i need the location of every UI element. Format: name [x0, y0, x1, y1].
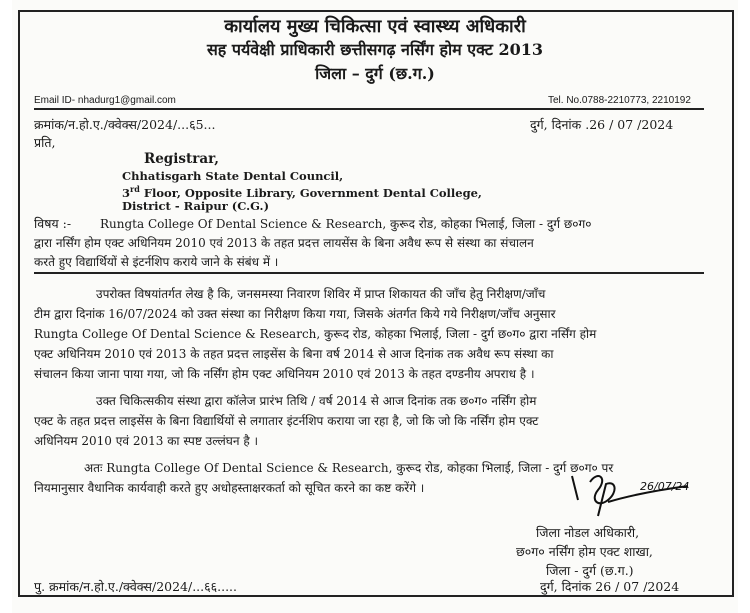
recipient-address-1: Chhatisgarh State Dental Council, — [122, 169, 344, 183]
subject-line-3: करते हुए विद्यार्थियों से इंटर्नशिप कराये जाने के संबंध में । — [34, 255, 279, 269]
para1-line-3: Rungta College Of Dental Science & Research, कुरूद रोड, कोहका भिलाई, जिला - दुर्ग छ०ग० द्वारा नर्सिंग होम — [34, 327, 597, 341]
para3-line-1: अतः Rungta College Of Dental Science & Research, कुरूद रोड, कोहका भिलाई, जिला - दुर्ग छ०ग० पर — [84, 461, 614, 475]
telephone: Tel. No.0788-2210773, 2210192 — [548, 95, 691, 106]
para1-line-4: एक्ट अधिनियम 2010 एवं 2013 के तहत प्रदत्त लाइसेंस के बिना वर्ष 2014 से आज दिनांक तक अवैध रूप संस्था का — [34, 347, 554, 361]
para2-line-3: अधिनियम 2010 एवं 2013 का स्पष्ट उल्लंघन है । — [34, 434, 259, 448]
para2-line-1: उक्त चिकित्सकीय संस्था द्वारा कॉलेज प्रारंभ तिथि / वर्ष 2014 से आज दिनांक तक छ०ग० नर्सिंग होम — [96, 394, 537, 408]
floor-number: 3 — [122, 185, 131, 200]
handwritten-signature — [568, 470, 708, 520]
signatory-title-2: छ०ग० नर्सिंग होम एक्ट शाखा, — [516, 544, 653, 559]
signatory-title-1: जिला नोडल अधिकारी, — [536, 525, 640, 540]
office-subtitle: सह पर्यवेक्षी प्राधिकारी छत्तीसगढ़ नर्सिंग होम एक्ट 2013 — [206, 40, 543, 59]
recipient-address-3: District - Raipur (C.G.) — [122, 199, 270, 213]
subject-line-2: द्वारा नर्सिंग होम एक्ट अधिनियम 2010 एवं 2013 के तहत प्रदत्त लायसेंस के बिना अवैध रूप से संस्था का संचालन — [34, 236, 534, 250]
para3-line-2: नियमानुसार वैधानिक कार्यवाही करते हुए अधोहस्ताक्षरकर्ता को सूचित करने का कष्ट करेंगे । — [34, 481, 425, 495]
subject-label: विषय :- — [34, 216, 72, 231]
office-title: कार्यालय मुख्य चिकित्सा एवं स्वास्थ्य अधिकारी — [224, 16, 526, 37]
signatory-title-3: जिला - दुर्ग (छ.ग.) — [546, 563, 634, 578]
para1-line-1: उपरोक्त विषयांतर्गत लेख है कि, जनसमस्या निवारण शिविर में प्राप्त शिकायत की जाँच हेतु निरीक्षण/जाँच — [96, 287, 546, 301]
recipient-name: Registrar, — [144, 151, 219, 167]
address-text: Floor, Opposite Library, Government Dental College, — [139, 185, 482, 200]
reference-date: दुर्ग, दिनांक .26 / 07 /2024 — [530, 117, 674, 132]
subject-rule — [34, 272, 704, 274]
header-rule — [34, 108, 704, 110]
prati-label: प्रति, — [34, 135, 56, 150]
reference-number: क्रमांक/न.हो.ए./क्वेक्स/2024/...६5... — [34, 117, 216, 132]
endorsement-date: दुर्ग, दिनांक 26 / 07 /2024 — [540, 579, 680, 594]
endorsement-number: पु. क्रमांक/न.हो.ए./क्वेक्स/2024/...६६..... — [34, 579, 237, 594]
district-title: जिला – दुर्ग (छ.ग.) — [315, 64, 435, 83]
para2-line-2: एक्ट के तहत प्रदत्त लाइसेंस के बिना विद्यार्थियों से लगातार इंटर्नशिप कराया जा रहा है, जो कि जो कि नर्सिंग होम एक्ट — [34, 414, 539, 428]
subject-line-1: Rungta College Of Dental Science & Research, कुरूद रोड, कोहका भिलाई, जिला - दुर्ग छ०ग० — [100, 217, 592, 231]
para1-line-2: टीम द्वारा दिनांक 16/07/2024 को उक्त संस्था का निरीक्षण किया गया, जिसके अंतर्गत किये गये निरीक्षण/जाँच अनुसार — [34, 307, 556, 321]
signature-date: 26/07/24 — [640, 480, 690, 493]
para1-line-5: संचालन किया जाना पाया गया, जो कि नर्सिंग होम एक्ट अधिनियम 2010 एवं 2013 के तहत दण्डनीय अपराध है । — [34, 367, 535, 381]
recipient-address-2 — [122, 184, 482, 200]
email-id: Email ID- nhadurg1@gmail.com — [34, 95, 176, 106]
floor-suffix: rd — [130, 184, 140, 194]
